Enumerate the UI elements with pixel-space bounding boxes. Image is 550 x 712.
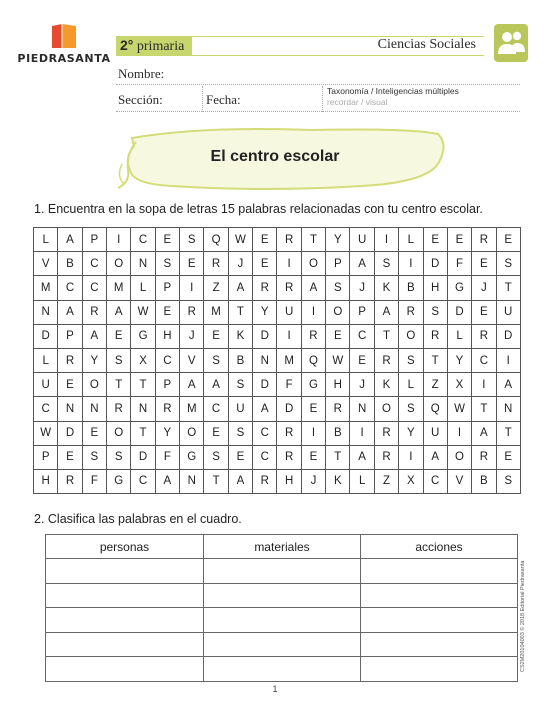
letter-cell[interactable]: B: [326, 421, 350, 445]
letter-cell[interactable]: C: [58, 276, 82, 300]
letter-cell[interactable]: O: [399, 324, 423, 348]
letter-cell[interactable]: X: [131, 348, 155, 372]
letter-cell[interactable]: A: [228, 469, 252, 493]
grid-row: [34, 252, 521, 276]
letter-cell[interactable]: F: [155, 445, 179, 469]
classification-table: [45, 534, 518, 682]
letter-cell[interactable]: P: [58, 324, 82, 348]
letter-cell[interactable]: R: [277, 228, 301, 252]
letter-cell[interactable]: G: [447, 276, 471, 300]
letter-cell[interactable]: B: [58, 252, 82, 276]
letter-cell[interactable]: S: [496, 252, 520, 276]
grid-row: [34, 469, 521, 493]
section-label: Sección:: [118, 92, 163, 107]
letter-cell[interactable]: E: [228, 445, 252, 469]
letter-cell[interactable]: R: [472, 445, 496, 469]
letter-cell[interactable]: E: [447, 228, 471, 252]
letter-cell[interactable]: L: [34, 348, 58, 372]
grid-row: [34, 421, 521, 445]
letter-cell[interactable]: A: [180, 373, 204, 397]
letter-cell[interactable]: A: [58, 228, 82, 252]
letter-cell[interactable]: D: [253, 324, 277, 348]
header-personas: personas: [46, 535, 204, 559]
letter-cell[interactable]: E: [472, 300, 496, 324]
letter-cell[interactable]: A: [204, 373, 228, 397]
letter-cell[interactable]: D: [131, 445, 155, 469]
letter-cell[interactable]: C: [131, 469, 155, 493]
letter-cell[interactable]: S: [228, 373, 252, 397]
letter-cell[interactable]: Z: [423, 373, 447, 397]
letter-cell[interactable]: Y: [155, 421, 179, 445]
letter-cell[interactable]: A: [374, 300, 398, 324]
letter-cell[interactable]: O: [447, 445, 471, 469]
name-label: Nombre:: [118, 66, 165, 81]
instruction-1: 1. Encuentra en la sopa de letras 15 palabras relacionadas con tu centro escolar.: [34, 202, 483, 216]
letter-cell[interactable]: G: [107, 469, 131, 493]
letter-cell[interactable]: A: [472, 421, 496, 445]
name-row: [116, 63, 520, 85]
letter-cell[interactable]: J: [301, 469, 325, 493]
letter-cell[interactable]: K: [228, 324, 252, 348]
letter-cell[interactable]: P: [82, 228, 106, 252]
letter-cell[interactable]: R: [277, 445, 301, 469]
letter-cell[interactable]: C: [204, 397, 228, 421]
letter-cell[interactable]: A: [107, 300, 131, 324]
letter-cell[interactable]: K: [326, 469, 350, 493]
letter-cell[interactable]: U: [350, 228, 374, 252]
page-number: 1: [272, 684, 278, 694]
table-row: [46, 632, 518, 657]
letter-cell[interactable]: H: [423, 276, 447, 300]
letter-cell[interactable]: J: [228, 252, 252, 276]
letter-cell[interactable]: Q: [301, 348, 325, 372]
letter-cell[interactable]: R: [58, 348, 82, 372]
letter-cell[interactable]: S: [423, 300, 447, 324]
letter-cell[interactable]: F: [82, 469, 106, 493]
letter-cell[interactable]: H: [326, 373, 350, 397]
letter-cell[interactable]: A: [350, 252, 374, 276]
table-row: [46, 583, 518, 608]
taxonomy-detail: recordar / visual: [327, 97, 388, 107]
answer-cell[interactable]: [204, 632, 361, 657]
letter-cell[interactable]: Y: [326, 228, 350, 252]
letter-cell[interactable]: C: [155, 348, 179, 372]
letter-cell[interactable]: C: [253, 445, 277, 469]
letter-cell[interactable]: N: [34, 300, 58, 324]
letter-cell[interactable]: E: [58, 445, 82, 469]
letter-cell[interactable]: T: [423, 348, 447, 372]
letter-cell[interactable]: E: [253, 228, 277, 252]
letter-cell[interactable]: S: [374, 252, 398, 276]
letter-cell[interactable]: R: [326, 397, 350, 421]
letter-cell[interactable]: H: [155, 324, 179, 348]
letter-cell[interactable]: L: [131, 276, 155, 300]
answer-cell[interactable]: [361, 632, 518, 657]
letter-cell[interactable]: K: [374, 373, 398, 397]
letter-cell[interactable]: M: [34, 276, 58, 300]
letter-cell[interactable]: E: [496, 445, 520, 469]
letter-cell[interactable]: Q: [204, 228, 228, 252]
letter-cell[interactable]: D: [34, 324, 58, 348]
letter-cell[interactable]: T: [496, 421, 520, 445]
letter-cell[interactable]: Q: [423, 397, 447, 421]
letter-cell[interactable]: D: [423, 252, 447, 276]
answer-cell[interactable]: [46, 657, 204, 682]
letter-cell[interactable]: E: [58, 373, 82, 397]
letter-cell[interactable]: R: [423, 324, 447, 348]
grid-row: [34, 373, 521, 397]
letter-cell[interactable]: W: [228, 228, 252, 252]
letter-cell[interactable]: E: [253, 252, 277, 276]
letter-cell[interactable]: S: [496, 469, 520, 493]
letter-cell[interactable]: A: [350, 445, 374, 469]
letter-cell[interactable]: I: [107, 228, 131, 252]
letter-cell[interactable]: A: [155, 469, 179, 493]
letter-cell[interactable]: R: [374, 445, 398, 469]
letter-cell[interactable]: A: [301, 276, 325, 300]
letter-cell[interactable]: M: [277, 348, 301, 372]
letter-cell[interactable]: O: [180, 421, 204, 445]
letter-cell[interactable]: G: [180, 445, 204, 469]
letter-cell[interactable]: T: [204, 469, 228, 493]
letter-cell[interactable]: F: [277, 373, 301, 397]
letter-cell[interactable]: J: [472, 276, 496, 300]
letter-cell[interactable]: N: [496, 397, 520, 421]
letter-cell[interactable]: Z: [374, 469, 398, 493]
letter-cell[interactable]: R: [301, 324, 325, 348]
letter-cell[interactable]: E: [472, 252, 496, 276]
book-logo-icon: [46, 22, 82, 50]
letter-cell[interactable]: F: [447, 252, 471, 276]
letter-cell[interactable]: N: [180, 469, 204, 493]
divider: [322, 86, 323, 112]
letter-cell[interactable]: V: [34, 252, 58, 276]
letter-cell[interactable]: H: [34, 469, 58, 493]
letter-cell[interactable]: I: [350, 421, 374, 445]
letter-cell[interactable]: C: [350, 324, 374, 348]
letter-cell[interactable]: U: [496, 300, 520, 324]
letter-cell[interactable]: M: [107, 276, 131, 300]
header-materiales: materiales: [204, 535, 361, 559]
letter-cell[interactable]: S: [326, 276, 350, 300]
letter-cell[interactable]: T: [374, 324, 398, 348]
letter-cell[interactable]: W: [131, 300, 155, 324]
letter-cell[interactable]: M: [204, 300, 228, 324]
letter-cell[interactable]: G: [131, 324, 155, 348]
letter-cell[interactable]: S: [107, 348, 131, 372]
copyright-code: CS2M20104003 © 2018 Editorial Piedrasanta: [520, 560, 526, 672]
letter-cell[interactable]: C: [82, 252, 106, 276]
letter-cell[interactable]: S: [180, 228, 204, 252]
letter-cell[interactable]: R: [155, 397, 179, 421]
letter-cell[interactable]: S: [399, 397, 423, 421]
letter-cell[interactable]: E: [155, 228, 179, 252]
letter-cell[interactable]: U: [423, 421, 447, 445]
answer-cell[interactable]: [46, 583, 204, 608]
letter-cell[interactable]: R: [277, 421, 301, 445]
letter-cell[interactable]: L: [447, 324, 471, 348]
letter-cell[interactable]: V: [447, 469, 471, 493]
letter-cell[interactable]: R: [374, 348, 398, 372]
letter-cell[interactable]: S: [399, 348, 423, 372]
letter-cell[interactable]: Y: [253, 300, 277, 324]
letter-cell[interactable]: E: [423, 228, 447, 252]
answer-cell[interactable]: [204, 608, 361, 633]
letter-cell[interactable]: R: [253, 469, 277, 493]
letter-cell[interactable]: A: [253, 397, 277, 421]
table-row: [46, 657, 518, 682]
people-icon: [494, 24, 528, 62]
letter-cell[interactable]: O: [326, 300, 350, 324]
letter-cell[interactable]: I: [277, 324, 301, 348]
grid-row: [34, 445, 521, 469]
date-label: Fecha:: [206, 92, 241, 107]
letter-cell[interactable]: U: [228, 397, 252, 421]
letter-cell[interactable]: E: [204, 324, 228, 348]
section-date-row: [116, 86, 520, 112]
letter-cell[interactable]: J: [180, 324, 204, 348]
letter-cell[interactable]: T: [326, 445, 350, 469]
subject-title: Ciencias Sociales: [377, 37, 476, 52]
letter-cell[interactable]: Y: [399, 421, 423, 445]
letter-cell[interactable]: A: [423, 445, 447, 469]
letter-cell[interactable]: U: [277, 300, 301, 324]
taxonomy-label: Taxonomía / Inteligencias múltiples: [327, 86, 459, 96]
grid-row: [34, 228, 521, 252]
letter-cell[interactable]: H: [277, 469, 301, 493]
letter-cell[interactable]: R: [399, 300, 423, 324]
letter-cell[interactable]: W: [34, 421, 58, 445]
header-acciones: acciones: [361, 535, 518, 559]
letter-cell[interactable]: R: [58, 469, 82, 493]
letter-cell[interactable]: B: [472, 469, 496, 493]
letter-cell[interactable]: O: [82, 373, 106, 397]
letter-cell[interactable]: I: [496, 348, 520, 372]
letter-cell[interactable]: R: [253, 276, 277, 300]
letter-cell[interactable]: N: [58, 397, 82, 421]
letter-cell[interactable]: C: [253, 421, 277, 445]
letter-cell[interactable]: Y: [447, 348, 471, 372]
letter-cell[interactable]: I: [399, 445, 423, 469]
letter-cell[interactable]: N: [131, 397, 155, 421]
letter-cell[interactable]: T: [131, 421, 155, 445]
letter-cell[interactable]: T: [496, 276, 520, 300]
letter-cell[interactable]: E: [350, 348, 374, 372]
letter-cell[interactable]: E: [82, 421, 106, 445]
letter-cell[interactable]: T: [228, 300, 252, 324]
letter-cell[interactable]: P: [155, 373, 179, 397]
letter-cell[interactable]: B: [399, 276, 423, 300]
letter-cell[interactable]: P: [326, 252, 350, 276]
letter-cell[interactable]: I: [472, 373, 496, 397]
letter-cell[interactable]: L: [34, 228, 58, 252]
letter-cell[interactable]: A: [496, 373, 520, 397]
letter-cell[interactable]: Z: [204, 276, 228, 300]
letter-cell[interactable]: R: [277, 276, 301, 300]
answer-cell[interactable]: [46, 559, 204, 584]
letter-cell[interactable]: S: [204, 348, 228, 372]
letter-cell[interactable]: E: [496, 228, 520, 252]
divider: [202, 86, 203, 112]
answer-cell[interactable]: [204, 583, 361, 608]
letter-cell[interactable]: Y: [82, 348, 106, 372]
letter-cell[interactable]: D: [58, 421, 82, 445]
answer-cell[interactable]: [204, 559, 361, 584]
letter-cell[interactable]: D: [277, 397, 301, 421]
letter-cell[interactable]: P: [155, 276, 179, 300]
letter-cell[interactable]: S: [107, 445, 131, 469]
letter-cell[interactable]: C: [82, 276, 106, 300]
grade-word: primaria: [136, 39, 185, 54]
letter-cell[interactable]: O: [107, 252, 131, 276]
letter-cell[interactable]: U: [34, 373, 58, 397]
letter-cell[interactable]: L: [350, 469, 374, 493]
letter-cell[interactable]: I: [301, 300, 325, 324]
letter-cell[interactable]: S: [228, 421, 252, 445]
answer-cell[interactable]: [361, 583, 518, 608]
letter-cell[interactable]: C: [131, 228, 155, 252]
letter-cell[interactable]: T: [301, 228, 325, 252]
letter-cell[interactable]: K: [374, 276, 398, 300]
letter-cell[interactable]: G: [301, 373, 325, 397]
letter-cell[interactable]: V: [180, 348, 204, 372]
page-title: El centro escolar: [210, 148, 340, 165]
grid-row: [34, 348, 521, 372]
publisher-logo: [16, 22, 112, 72]
answer-cell[interactable]: [361, 608, 518, 633]
letter-cell[interactable]: X: [447, 373, 471, 397]
grid-row: [34, 300, 521, 324]
letter-cell[interactable]: J: [350, 276, 374, 300]
letter-cell[interactable]: C: [34, 397, 58, 421]
letter-cell[interactable]: R: [82, 300, 106, 324]
letter-cell[interactable]: E: [204, 421, 228, 445]
letter-cell[interactable]: I: [301, 421, 325, 445]
letter-cell[interactable]: R: [107, 397, 131, 421]
letter-cell[interactable]: D: [496, 324, 520, 348]
table-row: [46, 608, 518, 633]
answer-cell[interactable]: [361, 657, 518, 682]
letter-cell[interactable]: R: [472, 228, 496, 252]
letter-cell[interactable]: S: [204, 445, 228, 469]
letter-cell[interactable]: L: [399, 373, 423, 397]
letter-cell[interactable]: J: [350, 373, 374, 397]
letter-cell[interactable]: T: [131, 373, 155, 397]
letter-cell[interactable]: T: [472, 397, 496, 421]
letter-cell[interactable]: S: [82, 445, 106, 469]
letter-cell[interactable]: E: [180, 252, 204, 276]
letter-cell[interactable]: W: [447, 397, 471, 421]
letter-cell[interactable]: A: [82, 324, 106, 348]
letter-cell[interactable]: R: [472, 324, 496, 348]
grid-row: [34, 324, 521, 348]
letter-cell[interactable]: X: [399, 469, 423, 493]
instruction-2: 2. Clasifica las palabras en el cuadro.: [34, 512, 242, 526]
letter-cell[interactable]: N: [350, 397, 374, 421]
letter-cell[interactable]: D: [447, 300, 471, 324]
letter-cell[interactable]: I: [277, 252, 301, 276]
grid-row: [34, 276, 521, 300]
letter-cell[interactable]: S: [155, 252, 179, 276]
letter-cell[interactable]: O: [374, 397, 398, 421]
letter-cell[interactable]: R: [374, 421, 398, 445]
letter-cell[interactable]: N: [82, 397, 106, 421]
letter-cell[interactable]: I: [399, 252, 423, 276]
letter-cell[interactable]: T: [107, 373, 131, 397]
letter-cell[interactable]: O: [301, 252, 325, 276]
table-row: [46, 559, 518, 584]
logo-text: PIEDRASANTA: [17, 52, 111, 65]
letter-cell[interactable]: E: [301, 397, 325, 421]
letter-cell[interactable]: R: [204, 252, 228, 276]
letter-cell[interactable]: N: [253, 348, 277, 372]
letter-cell[interactable]: M: [180, 397, 204, 421]
letter-cell[interactable]: A: [228, 276, 252, 300]
letter-cell[interactable]: P: [350, 300, 374, 324]
answer-cell[interactable]: [46, 632, 204, 657]
letter-cell[interactable]: E: [326, 324, 350, 348]
answer-cell[interactable]: [361, 559, 518, 584]
letter-cell[interactable]: I: [447, 421, 471, 445]
letter-cell[interactable]: I: [180, 276, 204, 300]
answer-cell[interactable]: [204, 657, 361, 682]
answer-cell[interactable]: [46, 608, 204, 633]
grade-label: [120, 37, 184, 55]
letter-cell[interactable]: O: [107, 421, 131, 445]
letter-cell[interactable]: L: [399, 228, 423, 252]
letter-cell[interactable]: I: [374, 228, 398, 252]
letter-cell[interactable]: N: [131, 252, 155, 276]
grade-number: 2°: [120, 37, 134, 53]
letter-cell[interactable]: E: [301, 445, 325, 469]
letter-cell[interactable]: E: [107, 324, 131, 348]
letter-cell[interactable]: C: [472, 348, 496, 372]
letter-cell[interactable]: C: [423, 469, 447, 493]
letter-cell[interactable]: E: [155, 300, 179, 324]
letter-cell[interactable]: P: [34, 445, 58, 469]
grid-row: [34, 397, 521, 421]
letter-cell[interactable]: B: [228, 348, 252, 372]
letter-cell[interactable]: W: [326, 348, 350, 372]
letter-cell[interactable]: R: [180, 300, 204, 324]
letter-cell[interactable]: D: [253, 373, 277, 397]
letter-cell[interactable]: A: [58, 300, 82, 324]
word-search-grid: [33, 227, 521, 494]
